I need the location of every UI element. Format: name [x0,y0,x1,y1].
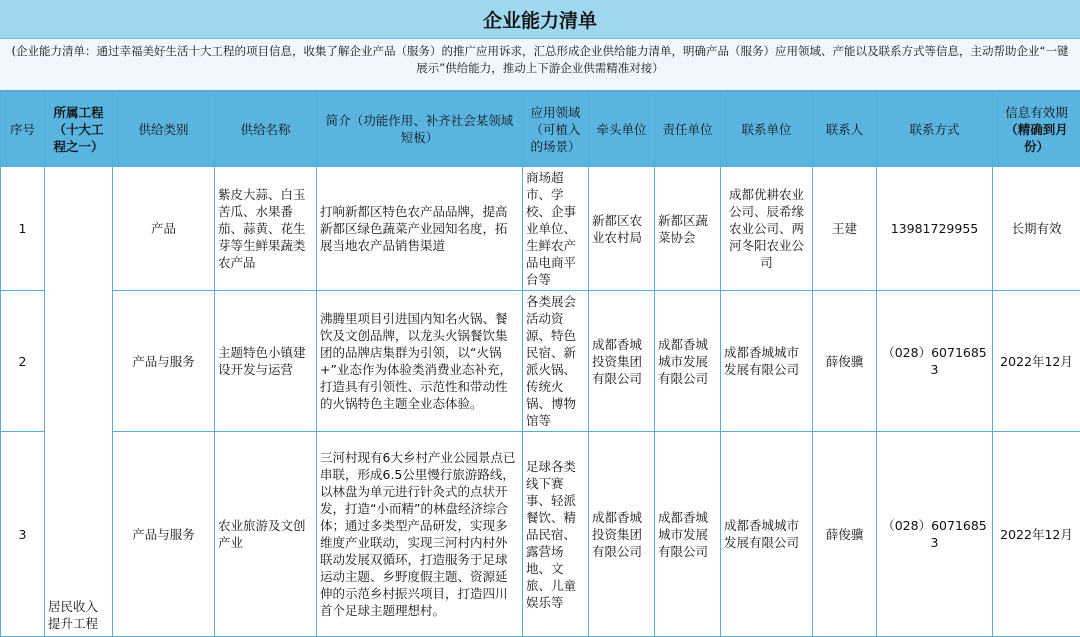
row-contact-unit: 成都优耕农业公司、辰希缘农业公司、两河冬阳农业公司 [721,167,813,291]
table-row [1,291,1080,432]
row-resp: 成都香城城市发展有限公司 [655,291,721,432]
row-contact-person: 薛俊骥 [813,432,877,637]
page-title: 企业能力清单 [0,0,1080,39]
row-resp: 成都香城城市发展有限公司 [655,432,721,637]
header-field: 应用领域（可植入的场景） [523,92,589,167]
row-validity: 长期有效 [993,167,1080,291]
header-name: 供给名称 [215,92,317,167]
row-name: 农业旅游及文创产业 [215,432,317,637]
row-field: 足球各类线下赛事、轻派餐饮、精品民宿、露营场地、文旅、儿童娱乐等 [523,432,589,637]
row-contact-method: 13981729955 [877,167,993,291]
header-resp: 责任单位 [655,92,721,167]
row-seq: 1 [1,167,45,291]
row-seq: 2 [1,291,45,432]
row-validity: 2022年12月 [993,432,1080,637]
intro-text: (企业能力清单：通过幸福美好生活十大工程的项目信息，收集了解企业产品（服务）的推广应用诉求，汇总形成企业供给能力清单，明确产品（服务）应用领域、产能以及联系方式等信息，主动帮助企业“一键展示”供给能力，推动上下游企业供需精准对接） [0,39,1080,91]
row-type: 产品与服务 [113,291,215,432]
row-contact-person: 薛俊骥 [813,291,877,432]
row-name: 紫皮大蒜、白玉苦瓜、水果番茄、蒜黄、花生芽等生鲜果蔬类农产品 [215,167,317,291]
header-project: 所属工程（十大工程之一） [45,92,113,167]
row-contact-method: （028）60716853 [877,291,993,432]
row-lead: 新都区农业农村局 [589,167,655,291]
row-field: 商场超市、学校、企事业单位、生鲜农产品电商平台等 [523,167,589,291]
row-contact-method: （028）60716853 [877,432,993,637]
header-contact-person: 联系人 [813,92,877,167]
row-lead: 成都香城投资集团有限公司 [589,291,655,432]
header-lead: 牵头单位 [589,92,655,167]
row-summary: 沸腾里项目引进国内知名火锅、餐饮及文创品牌，以龙头火锅餐饮集团的品牌店集群为引领，以“火锅+”业态作为体验类消费业态补充，打造具有引领性、示范性和带动性的火锅特色主题全业态体验。 [317,291,523,432]
project-group: 居民收入提升工程 [45,167,113,637]
header-validity: 信息有效期 （精确到月份） [993,92,1080,167]
header-seq: 序号 [1,92,45,167]
table-row [1,167,1080,291]
row-field: 各类展会活动资源、特色民宿、新派火锅、传统火锅、博物馆等 [523,291,589,432]
row-validity: 2022年12月 [993,291,1080,432]
row-type: 产品与服务 [113,432,215,637]
row-name: 主题特色小镇建设开发与运营 [215,291,317,432]
row-resp: 新都区蔬菜协会 [655,167,721,291]
capability-table [0,91,1080,637]
header-contact-unit: 联系单位 [721,92,813,167]
row-contact-unit: 成都香城城市发展有限公司 [721,432,813,637]
row-seq: 3 [1,432,45,637]
table-row [1,432,1080,637]
row-contact-unit: 成都香城城市发展有限公司 [721,291,813,432]
header-contact-method: 联系方式 [877,92,993,167]
row-summary: 打响新都区特色农产品品牌，提高新都区绿色蔬菜产业园知名度，拓展当地农产品销售渠道 [317,167,523,291]
header-summary: 简介（功能作用、补齐社会某领域短板） [317,92,523,167]
row-type: 产品 [113,167,215,291]
row-lead: 成都香城投资集团有限公司 [589,432,655,637]
header-row [1,92,1080,167]
row-contact-person: 王建 [813,167,877,291]
row-summary: 三河村现有6大乡村产业公园景点已串联，形成6.5公里慢行旅游路线，以林盘为单元进行针灸式的点状开发，打造“小而精”的林盘经济综合体；通过多类型产品研发，实现多维度产业联动，实现三河村内村外联动发展双循环，打造服务于足球运动主题、乡野度假主题、资源延伸的示范乡村振兴项目，打造四川首个足球主题理想村。 [317,432,523,637]
header-type: 供给类别 [113,92,215,167]
